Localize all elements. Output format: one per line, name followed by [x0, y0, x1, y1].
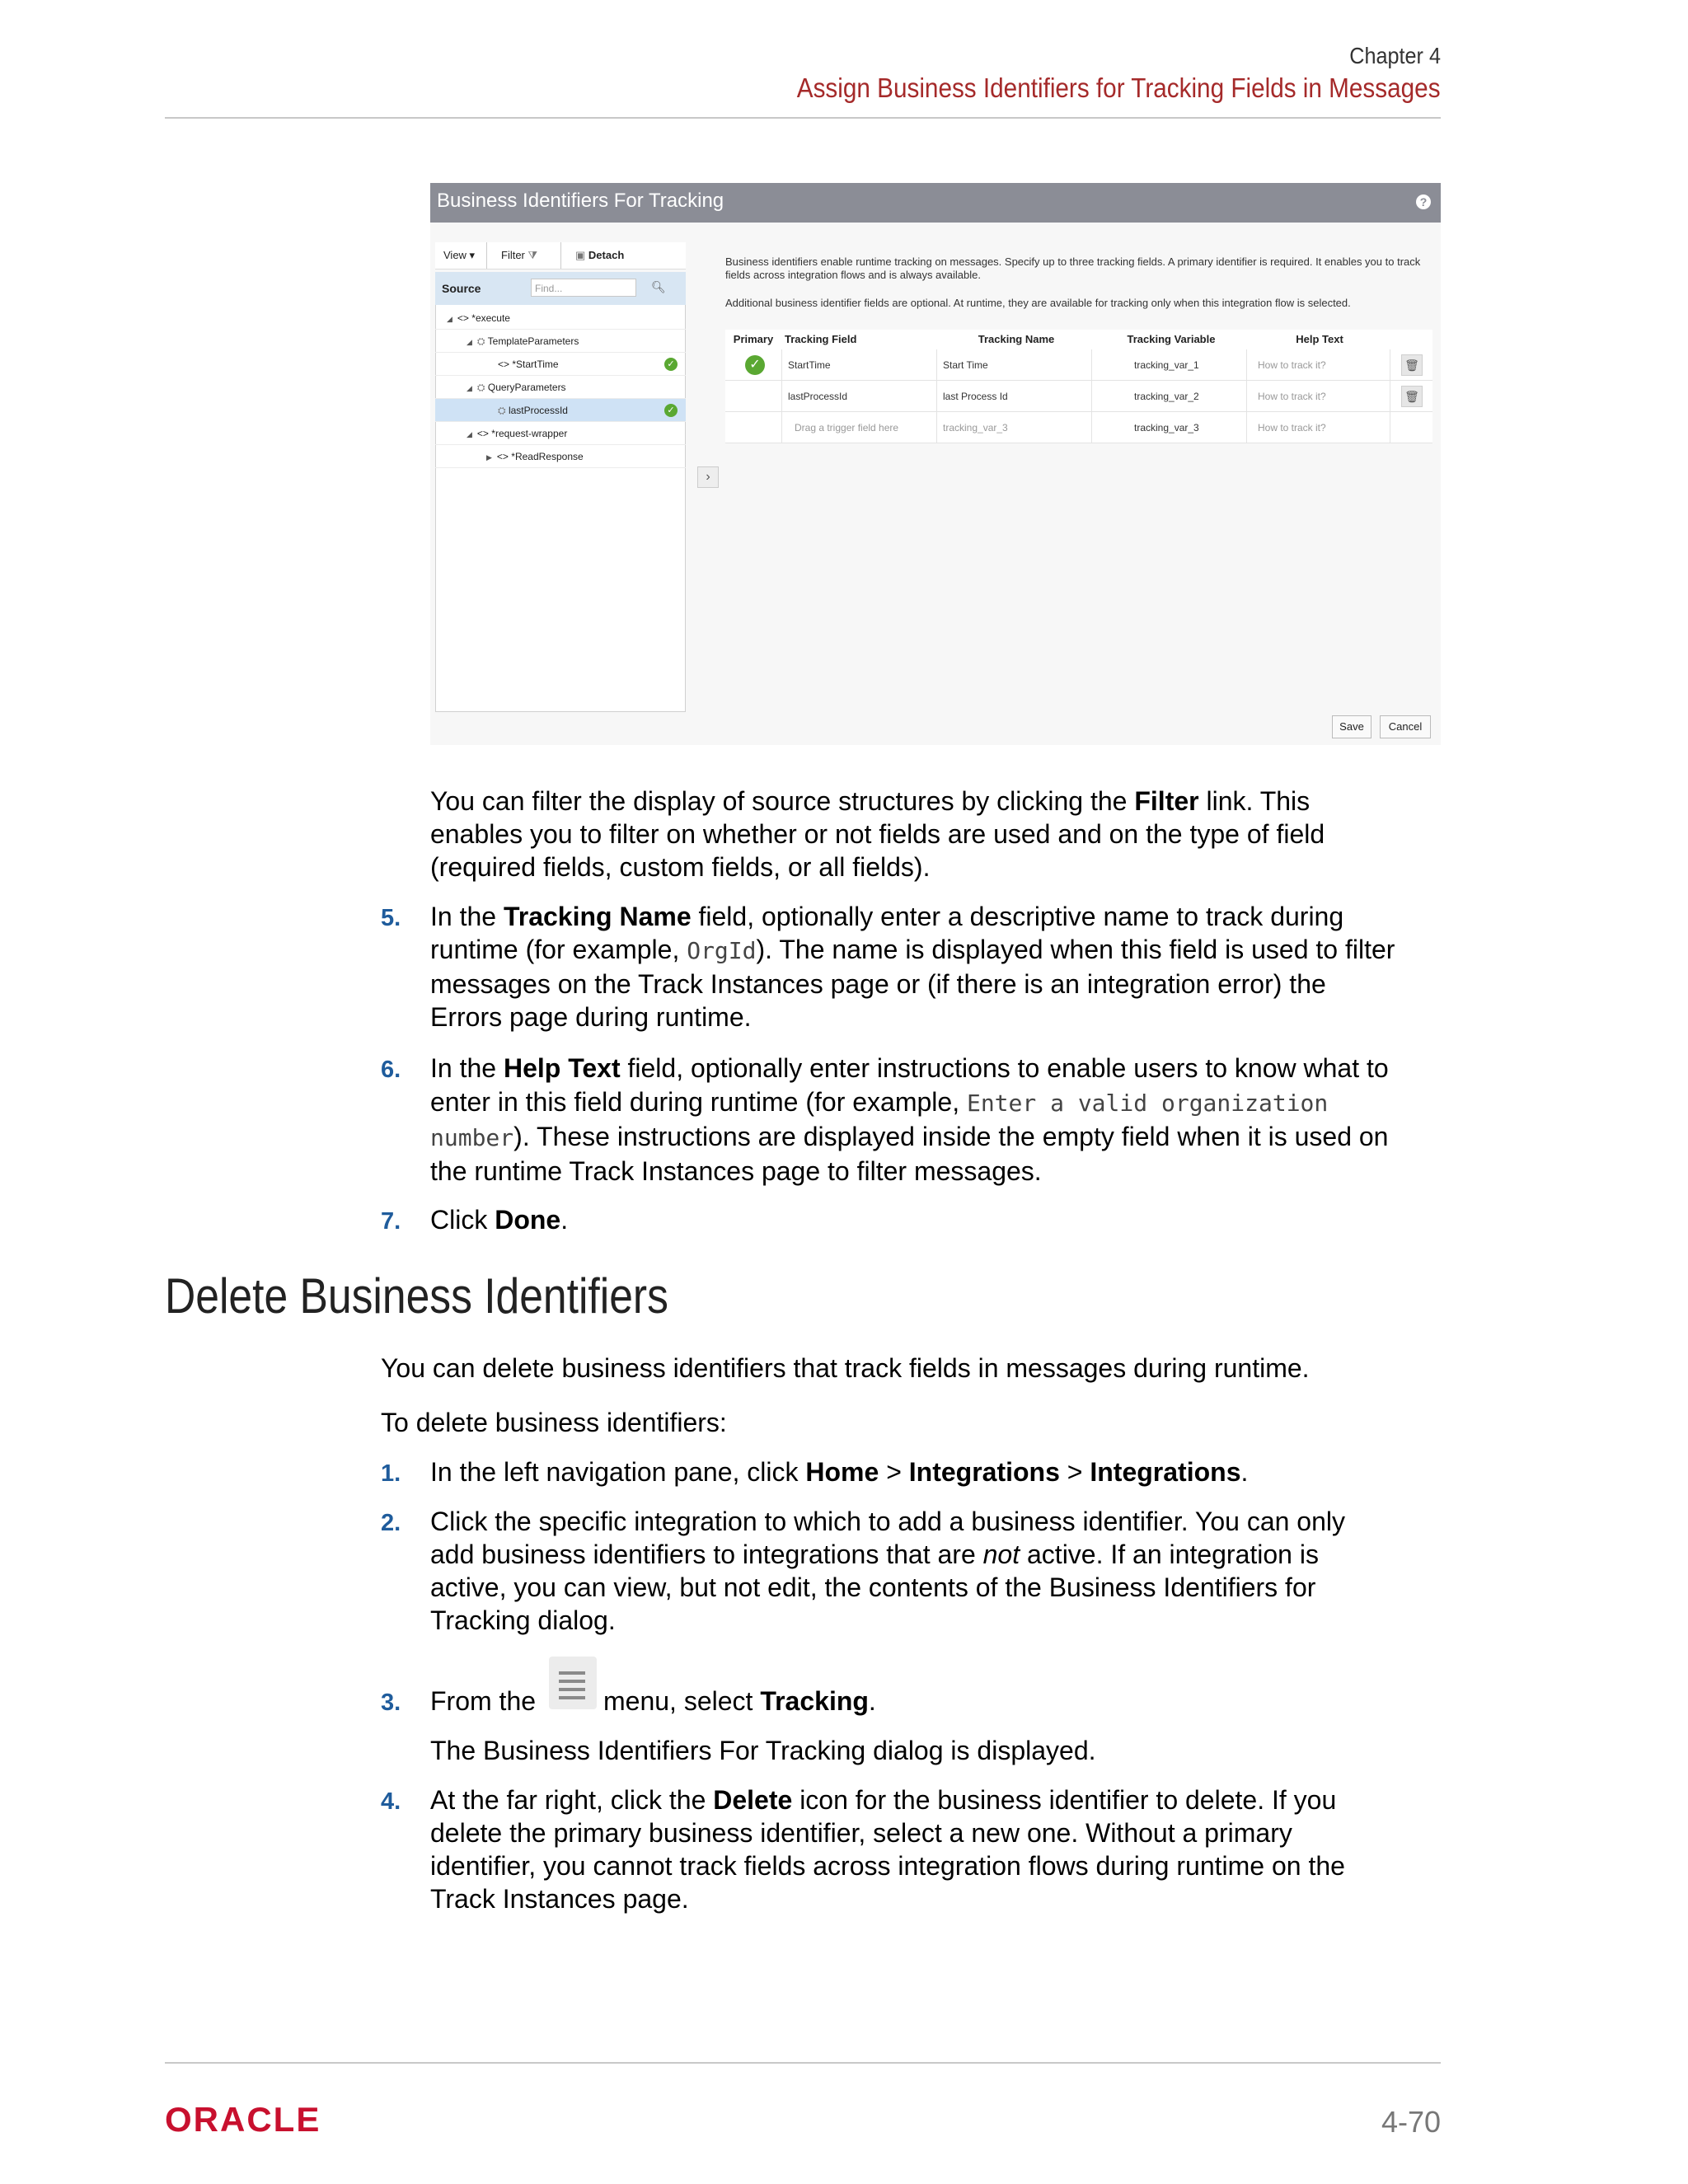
column-help-text: Help Text — [1296, 333, 1343, 345]
expand-triangle-icon: ◢ — [467, 384, 472, 392]
delete-step-3-result: The Business Identifiers For Tracking dialog is displayed. — [430, 1736, 1096, 1765]
text: In the left navigation pane, click — [430, 1457, 806, 1487]
detach-icon: ▣ — [575, 249, 586, 261]
table-row — [725, 381, 1432, 412]
column-divider — [1091, 412, 1092, 443]
dialog-titlebar — [430, 183, 1441, 223]
text: > — [879, 1457, 909, 1487]
tree-item[interactable] — [435, 330, 686, 353]
collapsed-triangle-icon: ▶ — [486, 453, 492, 462]
help-text-cell[interactable]: How to track it? — [1258, 359, 1326, 371]
help-icon[interactable]: ? — [1416, 194, 1431, 209]
tree-item[interactable] — [435, 422, 686, 445]
integrations-term: Integrations — [1090, 1457, 1241, 1487]
column-primary: Primary — [733, 333, 774, 345]
check-icon: ✓ — [664, 404, 678, 417]
column-divider — [1091, 349, 1092, 381]
delete-step-4-text — [430, 1783, 1452, 1915]
primary-check-icon[interactable]: ✓ — [745, 355, 765, 375]
tracking-name-cell[interactable]: last Process Id — [943, 391, 1008, 402]
code-example: number — [430, 1124, 514, 1151]
text: field, optionally enter instructions to enable users to know what to — [620, 1053, 1389, 1083]
text: add business identifiers to integrations that are — [430, 1540, 983, 1569]
text: enter in this field during runtime (for example, — [430, 1087, 967, 1117]
delete-step-3-prefix: From the — [430, 1686, 537, 1716]
tree-item[interactable] — [435, 445, 686, 468]
help-text-term: Help Text — [503, 1053, 621, 1083]
section-heading: Delete Business Identifiers — [165, 1268, 668, 1324]
done-term: Done — [495, 1205, 561, 1235]
delete-icon[interactable]: 🗑︎ — [1401, 354, 1423, 376]
chapter-label: Chapter 4 — [1349, 43, 1441, 68]
table-row — [725, 412, 1432, 443]
step-number: 4. — [381, 1788, 401, 1815]
column-divider — [1091, 381, 1092, 412]
text: identifier, you cannot track fields across integration flows during runtime on the — [430, 1851, 1345, 1881]
step-6-text — [430, 1052, 1452, 1188]
column-divider — [781, 349, 782, 381]
column-divider — [781, 412, 782, 443]
text: active, you can view, but not edit, the contents of the Business Identifiers for — [430, 1572, 1316, 1602]
column-divider — [1246, 349, 1247, 381]
tree-item-label: <> *request-wrapper — [476, 428, 568, 439]
dialog-description-optional: Additional business identifier fields are optional. At runtime, they are available for tracking only when this integration flow is selected. — [725, 297, 1351, 309]
tracking-field-cell: StartTime — [788, 359, 831, 371]
filter-icon: ⧩ — [528, 249, 538, 261]
step-5-text — [430, 900, 1452, 1033]
home-term: Home — [805, 1457, 879, 1487]
dialog-description: Business identifiers enable runtime tracking on messages. Specify up to three tracking fields. A primary identifier is required. It enables you to track fields across integration flows and is always available. — [725, 255, 1421, 281]
tracking-variable-cell: tracking_var_2 — [1134, 391, 1199, 402]
oracle-logo: ORACLE — [165, 2100, 321, 2139]
text: enables you to filter on whether or not fields are used and on the type of field — [430, 819, 1325, 849]
text: You can filter the display of source structures by clicking the — [430, 786, 1135, 816]
toolbar-separator — [560, 242, 561, 269]
tree-item-selected[interactable] — [435, 399, 686, 422]
step-number: 5. — [381, 905, 401, 931]
text: delete the primary business identifier, select a new one. Without a primary — [430, 1818, 1292, 1848]
tree-item-label: <> *execute — [457, 312, 510, 324]
text: ). These instructions are displayed inside the empty field when it is used on — [513, 1122, 1389, 1151]
menu-line — [559, 1680, 585, 1683]
step-number: 7. — [381, 1208, 401, 1235]
tree-item-label: QueryParameters — [487, 382, 566, 393]
help-text-cell[interactable]: How to track it? — [1258, 422, 1326, 434]
text: (required fields, custom fields, or all fields). — [430, 852, 931, 882]
step-number: 6. — [381, 1057, 401, 1083]
tracking-term: Tracking — [760, 1686, 869, 1716]
text: Tracking dialog. — [430, 1605, 616, 1635]
delete-step-2-text — [430, 1505, 1452, 1637]
text: field, optionally enter a descriptive name to track during — [691, 902, 1344, 931]
detach-label: Detach — [588, 249, 625, 261]
tracking-variable-cell: tracking_var_1 — [1134, 359, 1199, 371]
tree-item-label: <> *ReadResponse — [496, 451, 584, 462]
tracking-field-cell: lastProcessId — [788, 391, 848, 402]
filter-label: Filter — [501, 249, 525, 261]
source-tree-empty-area — [435, 468, 686, 712]
step-number: 1. — [381, 1460, 401, 1487]
column-divider — [936, 381, 937, 412]
collapse-panel-button[interactable]: › — [697, 466, 719, 488]
code-example: Enter a valid organization — [966, 1090, 1329, 1117]
column-divider — [781, 381, 782, 412]
text: . — [560, 1205, 569, 1235]
text: icon for the business identifier to delete. If you — [792, 1785, 1337, 1815]
check-icon: ✓ — [664, 358, 678, 371]
text: > — [1059, 1457, 1090, 1487]
text: In the — [430, 1053, 504, 1083]
text: Track Instances page. — [430, 1884, 689, 1914]
dialog-title: Business Identifiers For Tracking — [437, 190, 724, 212]
hamburger-menu-icon[interactable] — [549, 1657, 597, 1709]
text: In the — [430, 902, 504, 931]
cancel-button[interactable]: Cancel — [1380, 715, 1431, 738]
to-delete-paragraph: To delete business identifiers: — [381, 1408, 727, 1437]
text: . — [868, 1686, 876, 1716]
step-7-text — [430, 1203, 568, 1236]
menu-line — [559, 1671, 585, 1675]
tree-item[interactable] — [435, 353, 686, 376]
help-text-cell[interactable]: How to track it? — [1258, 391, 1326, 402]
not-emphasis: not — [982, 1540, 1020, 1569]
parameters-icon: ⛭ — [498, 405, 509, 416]
intro-paragraph: You can delete business identifiers that track fields in messages during runtime. — [381, 1353, 1310, 1383]
text: Errors page during runtime. — [430, 1002, 752, 1032]
tracking-name-cell[interactable]: Start Time — [943, 359, 988, 371]
search-icon[interactable]: 🔍︎ — [651, 280, 666, 293]
expand-triangle-icon: ◢ — [467, 430, 472, 438]
table-row — [725, 349, 1432, 381]
menu-line — [559, 1688, 585, 1691]
toolbar-separator — [486, 242, 487, 269]
tracking-field-placeholder[interactable]: Drag a trigger field here — [795, 422, 899, 434]
tree-item-label: <> *StartTime — [498, 359, 559, 370]
tracking-name-term: Tracking Name — [503, 902, 692, 931]
delete-icon[interactable]: 🗑︎ — [1401, 386, 1423, 407]
business-identifiers-screenshot — [430, 183, 1441, 745]
text: active. If an integration is — [1020, 1540, 1319, 1569]
view-menu[interactable]: View ▾ — [443, 249, 476, 261]
delete-step-3-suffix — [603, 1685, 876, 1718]
footer-divider — [165, 2062, 1441, 2064]
text: Click the specific integration to which to add a business identifier. You can only — [430, 1507, 1345, 1536]
filter-paragraph — [430, 785, 1444, 883]
filter-link[interactable] — [501, 242, 537, 269]
section-title: Assign Business Identifiers for Tracking Fields in Messages — [797, 73, 1441, 103]
code-example: OrgId — [687, 937, 757, 964]
column-divider — [936, 412, 937, 443]
expand-triangle-icon: ◢ — [447, 315, 452, 323]
text: ). The name is displayed when this field is used to filter — [756, 935, 1395, 964]
delete-term: Delete — [713, 1785, 793, 1815]
text: messages on the Track Instances page or (if there is an integration error) the — [430, 969, 1326, 999]
integrations-term: Integrations — [908, 1457, 1060, 1487]
source-label: Source — [442, 282, 481, 295]
menu-line — [559, 1696, 585, 1699]
expand-triangle-icon: ◢ — [467, 338, 472, 346]
header-divider — [165, 117, 1441, 119]
text: runtime (for example, — [430, 935, 687, 964]
tree-item[interactable] — [435, 376, 686, 399]
parameters-icon: ⛭ — [476, 335, 488, 347]
text: Click — [430, 1205, 495, 1235]
filter-term: Filter — [1134, 786, 1199, 816]
delete-step-1-text — [430, 1455, 1248, 1488]
tracking-name-placeholder[interactable]: tracking_var_3 — [943, 422, 1008, 434]
text: menu, select — [603, 1686, 761, 1716]
column-tracking-name: Tracking Name — [978, 333, 1055, 345]
column-tracking-field: Tracking Field — [785, 333, 857, 345]
step-number: 3. — [381, 1690, 401, 1716]
text: . — [1240, 1457, 1249, 1487]
text: At the far right, click the — [430, 1785, 714, 1815]
detach-button[interactable] — [575, 242, 624, 269]
tree-item-label: TemplateParameters — [487, 335, 579, 347]
tree-item-label: lastProcessId — [508, 405, 568, 416]
find-input[interactable]: Find... — [531, 279, 636, 297]
text: link. This — [1198, 786, 1311, 816]
step-number: 2. — [381, 1510, 401, 1536]
save-button[interactable]: Save — [1332, 715, 1372, 738]
tree-item[interactable] — [435, 307, 686, 330]
column-tracking-variable: Tracking Variable — [1127, 333, 1216, 345]
column-divider — [1246, 412, 1247, 443]
parameters-icon: ⛭ — [476, 382, 488, 393]
column-divider — [1246, 381, 1247, 412]
column-divider — [936, 349, 937, 381]
tracking-variable-cell: tracking_var_3 — [1134, 422, 1199, 434]
page-number: 4-70 — [1381, 2105, 1441, 2139]
text: the runtime Track Instances page to filter messages. — [430, 1156, 1042, 1186]
